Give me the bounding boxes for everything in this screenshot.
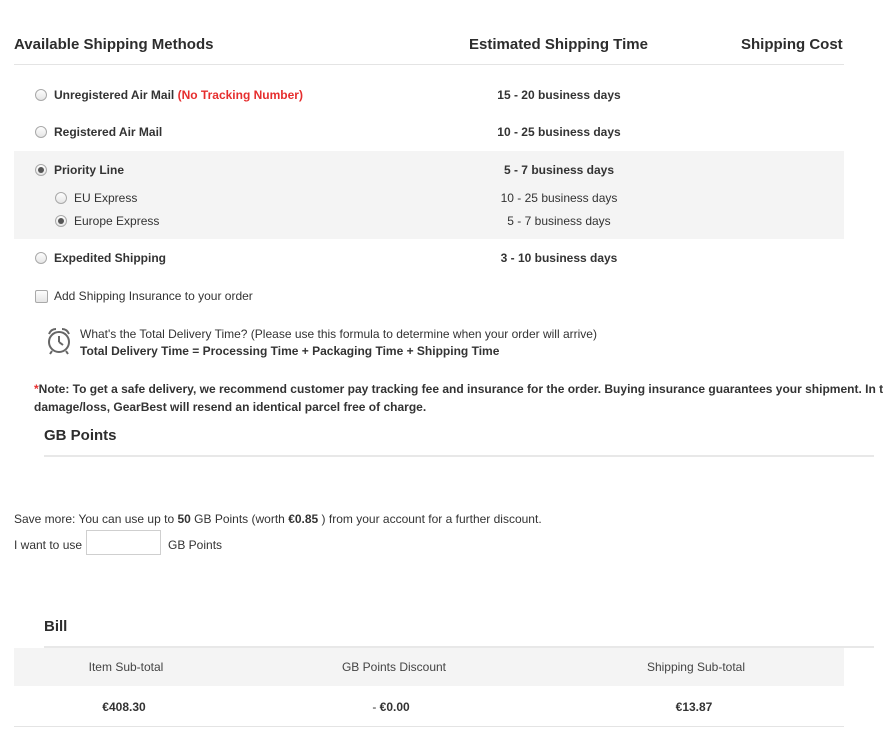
registered-radio[interactable] (35, 126, 47, 138)
save-mid: GB Points (worth (190, 512, 289, 526)
delivery-question: What's the Total Delivery Time? (Please use this formula to determine when your order will arrive) (80, 327, 597, 341)
gb-points-divider (44, 455, 874, 457)
europe-express-label: Europe Express (74, 214, 160, 228)
gb-points-title: GB Points (44, 427, 117, 444)
cost-header: Shipping Cost (741, 36, 843, 53)
bill-item-subtotal-value: €408.30 (102, 700, 146, 714)
eu-express-label: EU Express (74, 191, 138, 205)
registered-label: Registered Air Mail (54, 125, 163, 139)
discount-amount: €0.00 (379, 700, 410, 714)
methods-header: Available Shipping Methods (14, 36, 214, 53)
bill-col-points-discount: GB Points Discount (341, 660, 447, 674)
discount-prefix: - (372, 700, 380, 714)
unregistered-name: Unregistered Air Mail (54, 88, 175, 102)
europe-express-time: 5 - 7 business days (507, 214, 611, 228)
note-asterisk: * (34, 382, 39, 396)
eu-express-radio[interactable] (55, 192, 67, 204)
unregistered-label (54, 88, 303, 102)
expedited-radio[interactable] (35, 252, 47, 264)
delivery-formula: Total Delivery Time = Processing Time + Packaging Time + Shipping Time (80, 344, 500, 358)
points-worth: €0.85 (288, 512, 319, 526)
insurance-label: Add Shipping Insurance to your order (54, 289, 253, 303)
expedited-time: 3 - 10 business days (500, 251, 618, 265)
unregistered-time: 15 - 20 business days (497, 88, 621, 102)
bill-col-shipping-subtotal: Shipping Sub-total (646, 660, 746, 674)
use-points-prefix: I want to use (14, 538, 83, 552)
bill-title: Bill (44, 618, 68, 635)
save-prefix: Save more: You can use up to (14, 512, 178, 526)
alarm-clock-icon (46, 326, 72, 356)
bill-col-item-subtotal: Item Sub-total (88, 660, 164, 674)
use-points-suffix: GB Points (168, 538, 223, 552)
insurance-checkbox[interactable] (35, 290, 48, 303)
priority-label: Priority Line (54, 163, 125, 177)
max-points: 50 (177, 512, 191, 526)
shipping-note (34, 380, 883, 416)
bill-discount-value (291, 700, 491, 714)
unregistered-radio[interactable] (35, 89, 47, 101)
expedited-label: Expedited Shipping (54, 251, 167, 265)
save-suffix: ) from your account for a further discount. (318, 512, 542, 526)
note-line-1: Note: To get a safe delivery, we recommend customer pay tracking fee and insurance for the order. Buying insurance guarantees your shipment. In t (38, 382, 883, 396)
priority-time: 5 - 7 business days (503, 163, 615, 177)
time-header: Estimated Shipping Time (469, 36, 648, 53)
priority-radio[interactable] (35, 164, 47, 176)
europe-express-radio[interactable] (55, 215, 67, 227)
eu-express-time: 10 - 25 business days (500, 191, 618, 205)
no-tracking-note: (No Tracking Number) (177, 88, 303, 102)
registered-time: 10 - 25 business days (497, 125, 621, 139)
bill-shipping-subtotal-value: €13.87 (675, 700, 713, 714)
note-line-2: damage/loss, GearBest will resend an identical parcel free of charge. (34, 400, 427, 414)
points-save-text (14, 512, 542, 526)
header-divider (14, 64, 844, 65)
gb-points-input[interactable] (86, 530, 161, 555)
bill-bottom-divider (14, 726, 844, 727)
